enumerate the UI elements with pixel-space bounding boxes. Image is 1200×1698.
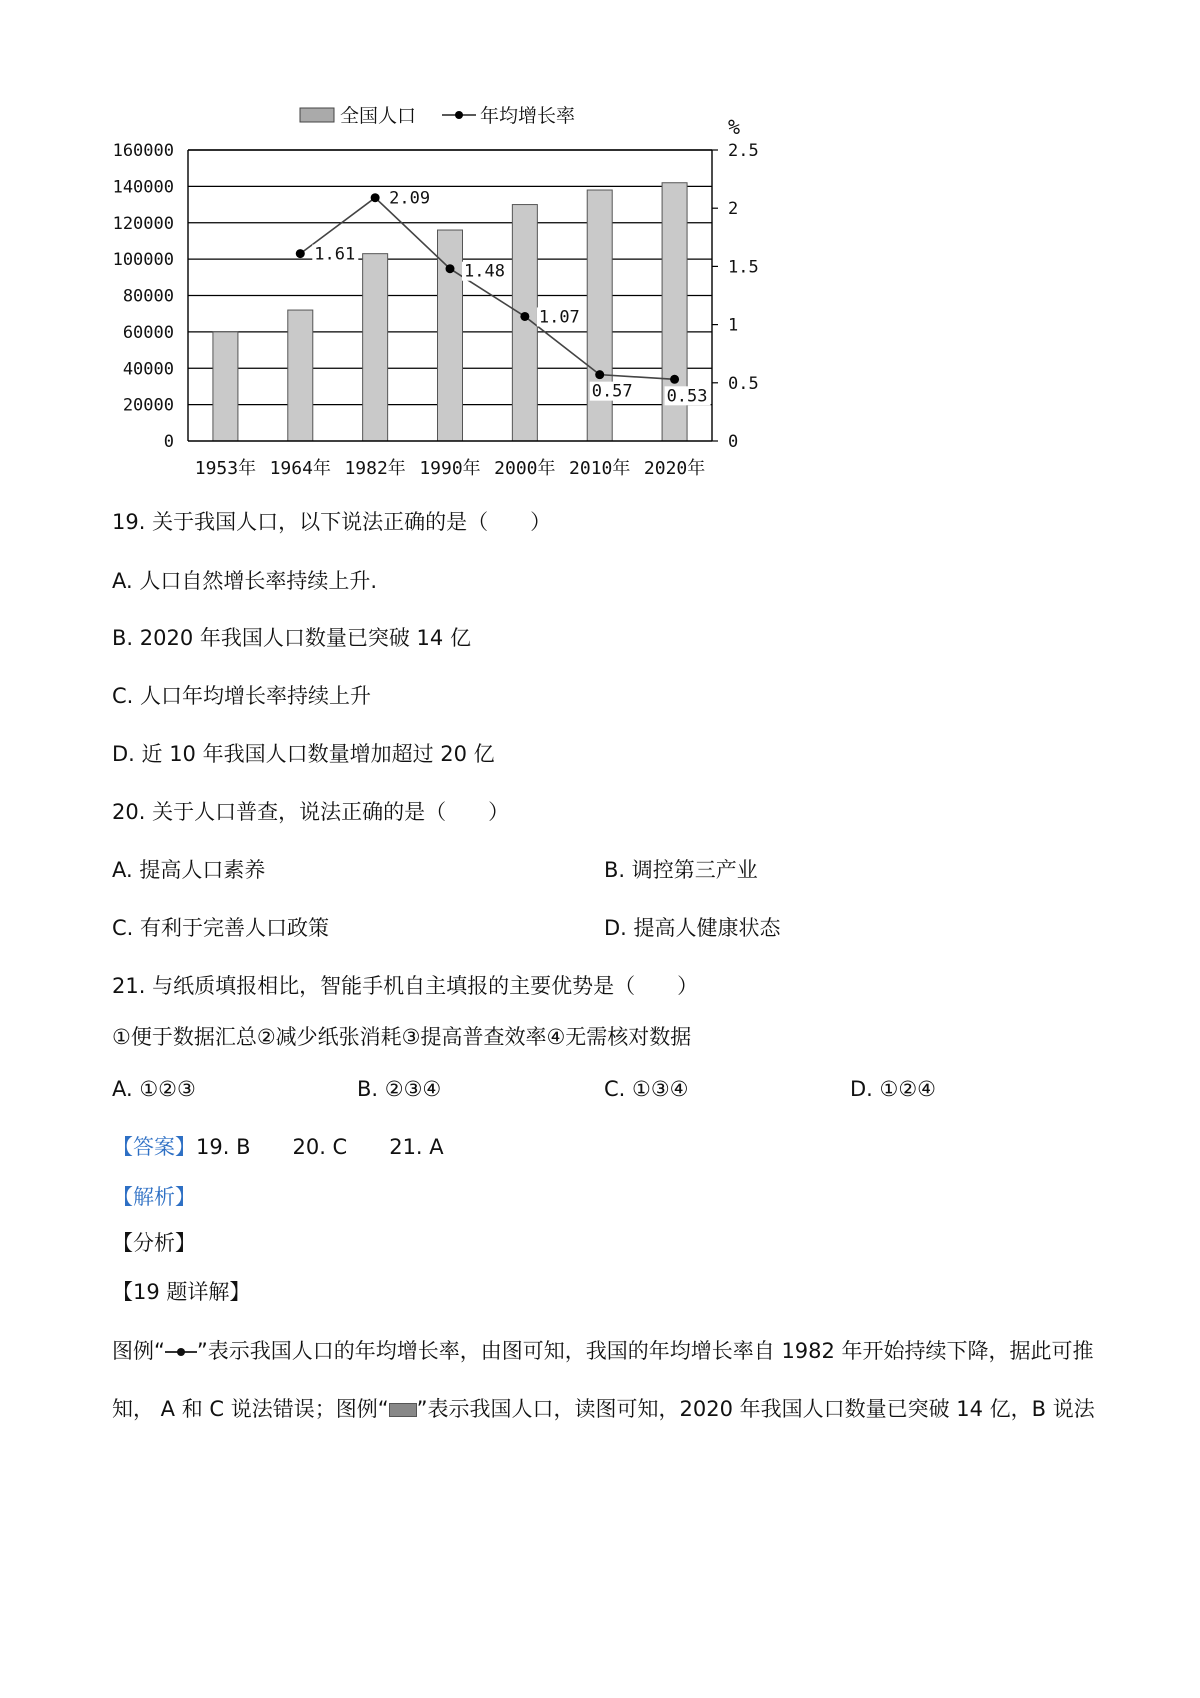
y2-tick-label: 2.5 <box>728 141 759 161</box>
answer-label: 【答案】 <box>112 1135 196 1159</box>
growth-label: 0.57 <box>591 381 633 402</box>
p2-text-b: ”表示我国人口，读图可知，2020 年我国人口数量已突破 14 亿，B 说法 <box>416 1397 1095 1421</box>
growth-point <box>371 193 380 202</box>
y-tick-label: 160000 <box>112 141 174 161</box>
population-chart <box>100 100 800 500</box>
detail-title: 【19 题详解】 <box>112 1280 251 1304</box>
q19-option-b: B. 2020 年我国人口数量已突破 14 亿 <box>112 626 471 650</box>
legend-bar-swatch <box>300 108 334 122</box>
legend-bar-label: 全国人口 <box>340 105 417 127</box>
bar-1953年 <box>213 332 238 441</box>
x-tick-label: 2010年 <box>569 458 631 479</box>
legend-line-icon <box>165 1346 197 1358</box>
y2-tick-label: 0 <box>728 432 739 452</box>
growth-point <box>446 264 455 273</box>
analysis-paragraph-line2 <box>112 1399 1102 1420</box>
chart-bars <box>213 183 687 441</box>
growth-label: 1.07 <box>538 307 580 328</box>
legend-bar-icon <box>389 1403 417 1417</box>
y-tick-label: 0 <box>163 432 174 452</box>
q20-stem: 20. 关于人口普查，说法正确的是（ ） <box>112 800 510 824</box>
bar-1982年 <box>363 254 388 441</box>
bar-1990年 <box>438 230 463 441</box>
q19-stem: 19. 关于我国人口，以下说法正确的是（ ） <box>112 510 552 534</box>
x-tick-label: 2020年 <box>643 458 706 479</box>
y2-tick-label: 2 <box>728 199 739 220</box>
analysis-fenxi: 【分析】 <box>112 1231 196 1255</box>
chart-growth-line <box>296 189 711 407</box>
p1-text-b: ”表示我国人口的年均增长率，由图可知，我国的年均增长率自 1982 年开始持续下降，据此可推 <box>196 1339 1094 1363</box>
q19-option-c: C. 人口年均增长率持续上升 <box>112 684 372 708</box>
q21-option-a: A. ①②③ <box>112 1077 196 1101</box>
y-tick-label: 120000 <box>112 213 174 234</box>
q20-option-b: B. 调控第三产业 <box>604 858 758 882</box>
legend-line-marker <box>455 111 463 119</box>
growth-point <box>296 249 305 258</box>
y-tick-label: 80000 <box>122 286 174 307</box>
answer-values: 19. B 20. C 21. A <box>196 1135 444 1159</box>
q21-option-d: D. ①②④ <box>850 1077 936 1101</box>
y2-tick-label: 0.5 <box>728 373 759 394</box>
chart-legend <box>300 105 575 127</box>
q20-option-d: D. 提高人健康状态 <box>604 916 781 940</box>
p1-text-a: 图例“ <box>112 1339 165 1363</box>
legend-line-label: 年均增长率 <box>480 105 576 127</box>
growth-line-path <box>300 198 674 380</box>
bar-2010年 <box>587 190 612 441</box>
growth-label: 0.53 <box>666 386 708 407</box>
y-tick-label: 60000 <box>122 322 174 343</box>
y2-tick-label: 1 <box>728 315 739 336</box>
growth-point <box>520 312 529 321</box>
q19-option-d: D. 近 10 年我国人口数量增加超过 20 亿 <box>112 742 495 766</box>
y-tick-label: 100000 <box>112 250 174 271</box>
x-tick-label: 2000年 <box>494 458 556 479</box>
growth-point <box>595 370 604 379</box>
x-tick-label: 1953年 <box>194 458 257 479</box>
bar-1964年 <box>288 310 313 441</box>
growth-label: 1.48 <box>464 261 505 282</box>
x-tick-label: 1964年 <box>269 458 331 479</box>
y2-unit-label: % <box>727 115 741 139</box>
q21-option-b: B. ②③④ <box>357 1077 442 1101</box>
y-tick-label: 20000 <box>122 395 174 416</box>
q20-option-c: C. 有利于完善人口政策 <box>112 916 330 940</box>
growth-label: 2.09 <box>389 188 431 209</box>
q21-option-c: C. ①③④ <box>604 1077 689 1101</box>
q19-option-a: A. 人口自然增长率持续上升. <box>112 569 378 593</box>
y-tick-label: 140000 <box>112 177 174 198</box>
p2-text-a: 知， A 和 C 说法错误；图例“ <box>112 1397 389 1421</box>
x-tick-label: 1982年 <box>344 458 406 479</box>
q20-option-a: A. 提高人口素养 <box>112 858 266 882</box>
y2-tick-label: 1.5 <box>728 257 759 278</box>
y-tick-label: 40000 <box>122 359 174 380</box>
x-tick-label: 1990年 <box>419 458 481 479</box>
analysis-label: 【解析】 <box>112 1185 196 1209</box>
q21-stem: 21. 与纸质填报相比，智能手机自主填报的主要优势是（ ） <box>112 974 699 998</box>
growth-point <box>670 375 679 384</box>
growth-label: 1.61 <box>314 244 356 265</box>
analysis-paragraph-line1 <box>112 1341 1102 1362</box>
answer-line <box>112 1137 444 1158</box>
q21-items: ①便于数据汇总②减少纸张消耗③提高普查效率④无需核对数据 <box>112 1025 692 1049</box>
